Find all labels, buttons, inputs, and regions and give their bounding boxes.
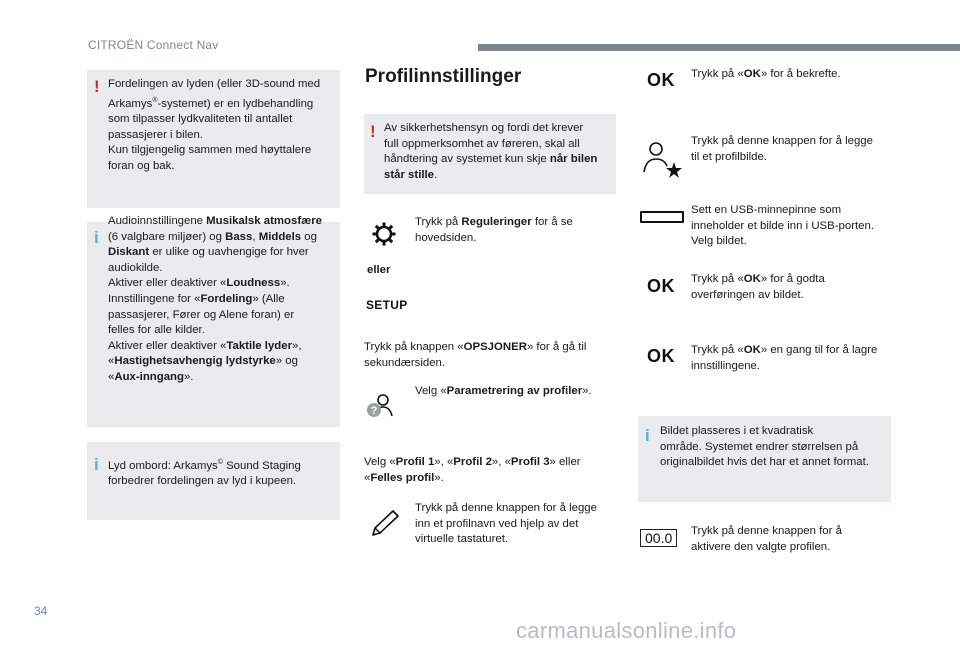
settings-gear-icon bbox=[370, 220, 398, 248]
warning-text-sound: Fordelingen av lyden (eller 3D-sound med Arkamys®-systemet) er en lydbehandling som tilpasser lydkvaliteten til antallet passasjerer i bilen. Kun tilgjengelig sammen med høyttalere foran og bak. bbox=[108, 78, 321, 172]
profile-question-icon bbox=[366, 392, 396, 420]
warning-text-safety: Av sikkerhetshensyn og fordi det krever full oppmerksomhet av føreren, skal all håndtering av systemet kun skje når bilen står stille. bbox=[384, 122, 598, 181]
step-ok-save: Trykk på «OK» en gang til for å lagre innstillingene. bbox=[691, 344, 878, 372]
info-text-audio-settings: Audioinnstillingene Musikalsk atmosfære (6 valgbare miljøer) og Bass, Middels og Diskant er ulike og uavhengige for hver audiokilde. Aktiver eller deaktiver «Loudness». Innstillingene for «Fordeling» (Alle passasjerer, Fører og Alene foran) er felles for alle kilder. Aktiver eller deaktiver «Taktile lyder», «Hastighetsavhengig lydstyrke» og «Aux-inngang». bbox=[108, 215, 323, 383]
info-icon: i bbox=[645, 426, 650, 445]
add-profile-picture-icon bbox=[639, 138, 683, 178]
ok-button-label: OK bbox=[647, 276, 675, 296]
step-parametrering: Velg «Parametrering av profiler». bbox=[415, 385, 592, 397]
pencil-icon bbox=[367, 508, 401, 540]
info-text-image: Bildet plasseres i et kvadratisk område. Systemet endrer størrelsen på originalbildet hvis det har et annet format. bbox=[660, 425, 869, 469]
usb-stick-icon bbox=[640, 211, 684, 223]
header-title: CITROËN Connect Nav bbox=[88, 38, 219, 52]
step-reguleringer: Trykk på Reguleringer for å se hovedsiden. bbox=[415, 216, 573, 244]
info-icon: i bbox=[94, 455, 99, 474]
warning-icon: ! bbox=[370, 122, 376, 141]
step-profile-name: Trykk på denne knappen for å legge inn et profilnavn ved hjelp av det virtuelle tastaturet. bbox=[415, 502, 597, 546]
page-number: 34 bbox=[34, 604, 48, 618]
ok-button-label: OK bbox=[647, 346, 675, 366]
step-velg-profil: Velg «Profil 1», «Profil 2», «Profil 3» eller «Felles profil». bbox=[364, 456, 581, 484]
step-activate-profile: Trykk på denne knappen for å aktivere den valgte profilen. bbox=[691, 525, 842, 553]
section-title: Profilinnstillinger bbox=[365, 66, 522, 87]
warning-icon: ! bbox=[94, 77, 100, 96]
step-opsjoner: Trykk på knappen «OPSJONER» for å gå til sekundærsiden. bbox=[364, 341, 587, 369]
info-icon: i bbox=[94, 228, 99, 247]
profile-activate-button-label: 00.0 bbox=[640, 529, 677, 547]
setup-button-label: SETUP bbox=[366, 298, 408, 312]
step-ok-confirm: Trykk på «OK» for å bekrefte. bbox=[691, 68, 841, 80]
step-usb: Sett en USB-minnepinne som inneholder et bilde inn i USB-porten. Velg bildet. bbox=[691, 204, 874, 248]
watermark: carmanualsonline.info bbox=[516, 618, 737, 643]
ok-button-label: OK bbox=[647, 70, 675, 90]
svg-text:?: ? bbox=[370, 405, 378, 417]
step-ok-transfer: Trykk på «OK» for å godta overføringen av bildet. bbox=[691, 273, 825, 301]
or-label: eller bbox=[367, 264, 391, 276]
step-add-picture: Trykk på denne knappen for å legge til et profilbilde. bbox=[691, 135, 873, 163]
info-text-arkamys: Lyd ombord: Arkamys© Sound Staging forbedrer fordelingen av lyd i kupeen. bbox=[108, 459, 301, 488]
header-bar bbox=[478, 44, 960, 51]
